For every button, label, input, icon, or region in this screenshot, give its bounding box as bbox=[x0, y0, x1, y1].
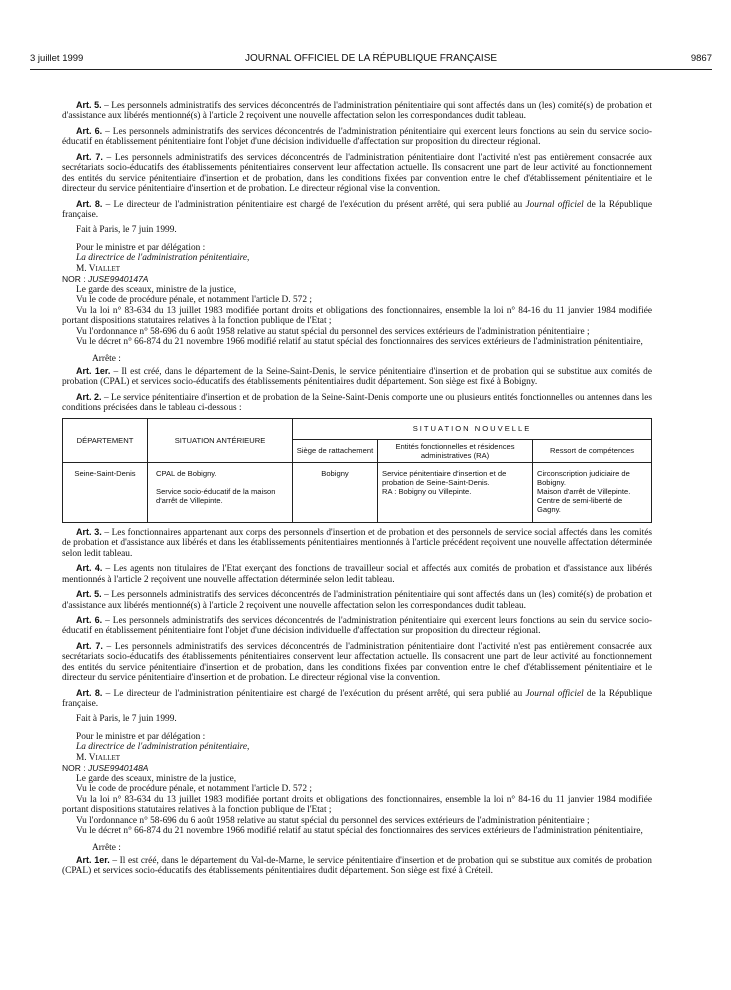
signature-title: La directrice de l'administration pénitentiaire, bbox=[76, 253, 250, 264]
arrete-heading: Arrête : bbox=[92, 353, 121, 364]
article-paragraph: Art. 3. – Les fonctionnaires appartenant aux corps des personnels d'insertion et de probation et des personnels de service social affectés dans les comités de probation et d'assistance aux libérés et dans les établissements pénitentiaires mentionnés à l'article précédent reçoivent une nouvelle affectation déterminée selon ledit tableau. bbox=[62, 526, 652, 559]
article-paragraph: Art. 7. – Les personnels administratifs des services déconcentrés de l'administration pénitentiaire dont l'activité n'est pas entièrement consacrée aux secrétariats socio-éducatifs des établissements pénitentiaires conservent leur affectation actuelle. Ils consacrent une part de leur activité au fonctionnement des entités du service pénitentiaire d'insertion et de probation, dans les conditions fixées par convention entre le chef d'établissement pénitentiaire et le directeur du service pénitentiaire d'insertion et de probation. Le directeur régional vise la convention. bbox=[62, 151, 652, 195]
visa-line: Vu l'ordonnance n° 58-696 du 6 août 1958 relative au statut spécial du personnel des services extérieurs de l'administration pénitentiaire ; bbox=[76, 815, 590, 826]
visa-line: Le garde des sceaux, ministre de la justice, bbox=[76, 773, 237, 784]
visa-line: Le garde des sceaux, ministre de la justice, bbox=[76, 284, 237, 295]
situation-table bbox=[62, 418, 652, 523]
signature-name: M. Viallet bbox=[76, 752, 121, 763]
fait-line: Fait à Paris, le 7 juin 1999. bbox=[76, 713, 177, 724]
article-paragraph: Art. 6. – Les personnels administratifs des services déconcentrés de l'administration pénitentiaire qui exercent leurs fonctions au sein du service socio-éducatif en établissement pénitentiaire font l'objet d'une décision individuelle d'affectation sur proposition du directeur régional. bbox=[62, 125, 652, 148]
col-header-departement: DÉPARTEMENT bbox=[63, 418, 148, 462]
nor-reference: NOR : JUSE9940147A bbox=[62, 274, 149, 285]
table-cell: Circonscription judiciaire de Bobigny. Maison d'arrêt de Villepinte. Centre de semi-liberté de Gagny. bbox=[533, 462, 652, 522]
article-paragraph: Art. 6. – Les personnels administratifs des services déconcentrés de l'administration pénitentiaire qui exercent leurs fonctions au sein du service socio-éducatif en établissement pénitentiaire font l'objet d'une décision individuelle d'affectation sur proposition du directeur régional. bbox=[62, 614, 652, 637]
visa-line: Vu le code de procédure pénale, et notamment l'article D. 572 ; bbox=[76, 295, 312, 306]
col-header-siege: Siège de rattachement bbox=[293, 439, 378, 462]
header-journal-title: JOURNAL OFFICIEL DE LA RÉPUBLIQUE FRANÇAISE bbox=[244, 53, 498, 64]
nor-reference: NOR : JUSE9940148A bbox=[62, 763, 149, 774]
article-paragraph: Art. 1er. – Il est créé, dans le département de la Seine-Saint-Denis, le service pénitentiaire d'insertion et de probation qui se substitue aux comités de probation (CPAL) et services socio-éducatifs des établissements pénitentiaires dudit département. Son siège est fixé à Bobigny. bbox=[62, 365, 652, 388]
signature-title: La directrice de l'administration pénitentiaire, bbox=[76, 742, 250, 753]
header-date: 3 juillet 1999 bbox=[30, 53, 84, 64]
article-paragraph: Art. 2. – Le service pénitentiaire d'insertion et de probation de la Seine-Saint-Denis comporte une ou plusieurs entités fonctionnelles ou antennes dans les conditions précisées dans le tableau ci-dessous : bbox=[62, 391, 652, 414]
article-paragraph: Art. 5. – Les personnels administratifs des services déconcentrés de l'administration pénitentiaire qui sont affectés dans un (les) comité(s) de probation et d'assistance aux libérés mentionné(s) à l'article 2 reçoivent une nouvelle affectation selon les correspondances dudit tableau. bbox=[62, 100, 652, 122]
table-cell: Service pénitentiaire d'insertion et de probation de Seine-Saint-Denis. RA : Bobigny ou Villepinte. bbox=[378, 462, 533, 522]
fait-line: Fait à Paris, le 7 juin 1999. bbox=[76, 224, 177, 235]
article-paragraph: Art. 8. – Le directeur de l'administration pénitentiaire est chargé de l'exécution du présent arrêté, qui sera publié au Journal officiel de la République française. bbox=[62, 198, 652, 221]
visa-line: Vu le décret n° 66-874 du 21 novembre 1966 modifié relatif au statut spécial des fonctionnaires des services extérieurs de l'administration pénitentiaire, bbox=[76, 826, 643, 837]
signature-line: Pour le ministre et par délégation : bbox=[76, 242, 206, 253]
table-cell: CPAL de Bobigny. Service socio-éducatif de la maison d'arrêt de Villepinte. bbox=[148, 462, 293, 522]
article-paragraph: Art. 4. – Les agents non titulaires de l'Etat exerçant des fonctions de travailleur social et affectés aux comités de probation et d'assistance aux libérés mentionnés à l'article 2 reçoivent une nouvelle affectation déterminée selon ledit tableau. bbox=[62, 563, 652, 585]
article-paragraph: Art. 8. – Le directeur de l'administration pénitentiaire est chargé de l'exécution du présent arrêté, qui sera publié au Journal officiel de la République française. bbox=[62, 687, 652, 710]
article-paragraph: Art. 5. – Les personnels administratifs des services déconcentrés de l'administration pénitentiaire qui sont affectés dans un (les) comité(s) de probation et d'assistance aux libérés mentionné(s) à l'article 2 reçoivent une nouvelle affectation selon les correspondances dudit tableau. bbox=[62, 589, 652, 611]
visa-line: Vu la loi n° 83-634 du 13 juillet 1983 modifiée portant droits et obligations des fonctionnaires, ensemble la loi n° 84-16 du 11 janvier 1984 modifiée portant dispositions statutaires relatives à la fonction publique de l'Etat ; bbox=[62, 794, 652, 816]
table-row bbox=[63, 462, 652, 522]
visa-line: Vu le décret n° 66-874 du 21 novembre 1966 modifié relatif au statut spécial des fonctionnaires des services extérieurs de l'administration pénitentiaire, bbox=[76, 337, 643, 348]
visa-line: Vu le code de procédure pénale, et notamment l'article D. 572 ; bbox=[76, 784, 312, 795]
arrete-heading: Arrête : bbox=[92, 842, 121, 853]
table-cell: Seine-Saint-Denis bbox=[63, 462, 148, 522]
visa-line: Vu la loi n° 83-634 du 13 juillet 1983 modifiée portant droits et obligations des fonctionnaires, ensemble la loi n° 84-16 du 11 janvier 1984 modifiée portant dispositions statutaires relatives à la fonction publique de l'Etat ; bbox=[62, 305, 652, 327]
article-paragraph: Art. 1er. – Il est créé, dans le département du Val-de-Marne, le service pénitentiaire d'insertion et de probation qui se substitue aux comités de probation (CPAL) et services socio-éducatifs des établissements pénitentiaires dudit département. Son siège est fixé à Créteil. bbox=[62, 855, 652, 877]
signature-name: M. Viallet bbox=[76, 263, 121, 274]
article-paragraph: Art. 7. – Les personnels administratifs des services déconcentrés de l'administration pénitentiaire dont l'activité n'est pas entièrement consacrée aux secrétariats socio-éducatifs des établissements pénitentiaires conservent leur affectation actuelle. Ils consacrent une part de leur activité au fonctionnement des entités du service pénitentiaire d'insertion et de probation, dans les conditions fixées par convention entre le chef d'établissement pénitentiaire et le directeur du service pénitentiaire d'insertion et de probation. Le directeur régional vise la convention. bbox=[62, 640, 652, 684]
visa-line: Vu l'ordonnance n° 58-696 du 6 août 1958 relative au statut spécial du personnel des services extérieurs de l'administration pénitentiaire ; bbox=[76, 326, 590, 337]
col-header-situation-anterieure: SITUATION ANTÉRIEURE bbox=[148, 418, 293, 462]
col-header-situation-nouvelle: SITUATION NOUVELLE bbox=[293, 418, 652, 439]
col-header-entites: Entités fonctionnelles et résidences administratives (RA) bbox=[378, 439, 533, 462]
header-rule bbox=[30, 69, 712, 70]
col-header-ressort: Ressort de compétences bbox=[533, 439, 652, 462]
table-cell: Bobigny bbox=[293, 462, 378, 522]
signature-line: Pour le ministre et par délégation : bbox=[76, 732, 206, 743]
header-page-number: 9867 bbox=[690, 53, 712, 64]
text-column bbox=[62, 100, 652, 877]
journal-header bbox=[30, 50, 712, 68]
